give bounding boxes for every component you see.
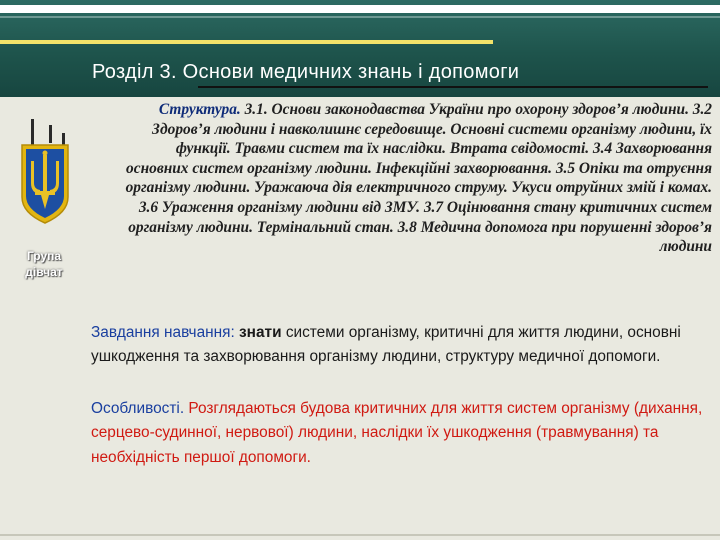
bottom-divider [0, 534, 720, 536]
page-title: Розділ 3. Основи медичних знань і допомоги [92, 61, 520, 83]
structure-lead: Структура. [158, 101, 241, 118]
group-label [4, 248, 84, 280]
decor-line [49, 125, 52, 143]
task-text: системи організму, критичні для життя людини, основні ушкодження та захворювання організму людини, структуру медичної допомоги. [91, 324, 681, 366]
features-paragraph [91, 397, 717, 470]
structure-text: 3.1. Основи законодавства України про охорону здоров’я людини. 3.2 Здоров’я людини і навколишнє середовище. Основні системи організму людини, їх функції. Травми систем та їх наслідки. Втрата свідомості. 3.4 Захворювання основних систем організму людини. Інфекційні захворювання. 3.5 Опіки та отруєння організму людини. Уражаюча дія електричного струму. Укуси отруйних змій і комах. 3.6 Ураження організму людини від ЗМУ. 3.7 Оцінювання стану критичних систем організму людини. Термінальний стан. 3.8 Медична допомога при порушенні здоров’я людини [125, 101, 712, 256]
title-underline [198, 86, 708, 88]
features-text: Розглядаються будова критичних для життя систем організму (дихання, серцево-судинної, нервової) людини, наслідки їх ушкодження (травмування) та необхідність першої допомоги. [91, 400, 703, 466]
header-accent-line [0, 40, 493, 44]
ukraine-trident-coat-of-arms-icon [20, 143, 70, 225]
features-label: Особливості. [91, 400, 185, 417]
group-label-line1: Група [26, 249, 62, 263]
task-keyword: знати [239, 324, 282, 341]
structure-paragraph [110, 100, 712, 257]
learning-task-paragraph [91, 321, 713, 370]
task-label: Завдання навчання: [91, 324, 235, 341]
header-stripe-thin [0, 16, 720, 18]
header-band [0, 0, 720, 97]
group-label-line2: дівчат [25, 265, 63, 279]
header-stripe [0, 5, 720, 13]
